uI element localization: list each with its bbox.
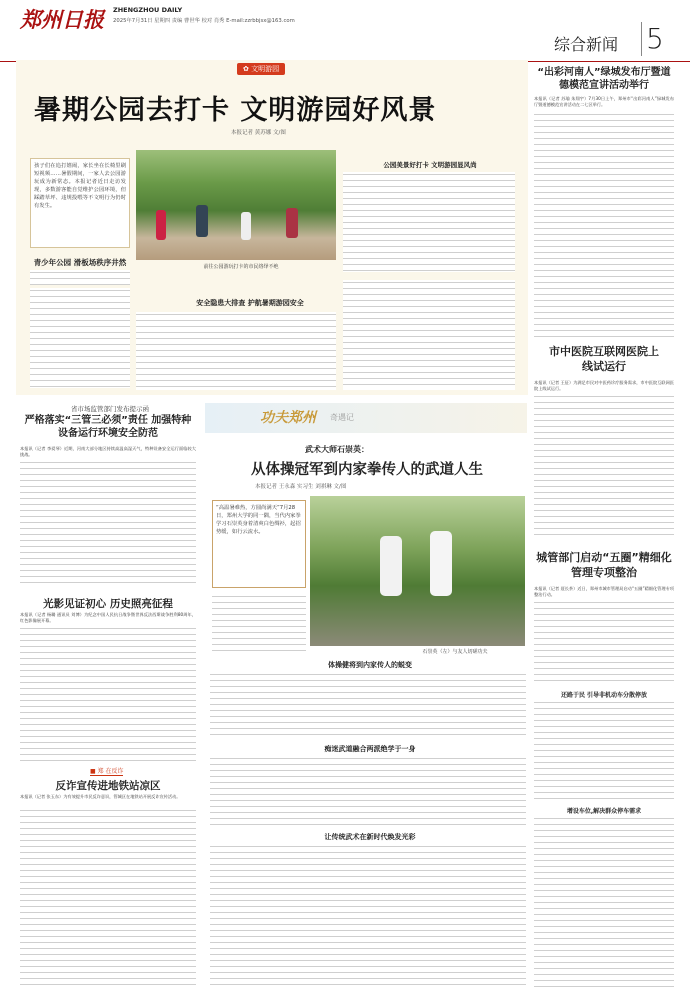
bus-h2: 增设车位,解决群众停车需求 xyxy=(566,808,642,815)
feature-subtitle: 武术大师石崇英： xyxy=(305,445,369,454)
bus-title: 城管部门启动“五圈”精细化管理专项整治 xyxy=(536,551,672,579)
feature-h2: 痴迷武道融合两派绝学于一身 xyxy=(324,745,416,753)
rail-title: 反诈宣传进地铁站凉区 xyxy=(55,780,161,792)
hospital-title: 市中医院互联网医院上线试运行 xyxy=(549,345,659,373)
hospital-body xyxy=(534,394,674,536)
inspection-kicker: 省市场监管部门发布提示函 xyxy=(71,405,149,413)
banner-lower-right xyxy=(343,280,515,390)
feature-kicker: 功夫郑州 xyxy=(260,410,316,426)
banner-lede-text: 孩子们在追打嬉闹，家长坐在长椅里刷短视频……暑假期间，一家人去公园游玩成为新常态。本报记者近日走访发现，多数游客能自觉维护公园环境，但踩踏草坪、违规投喂等不文明行为仍时有发生。 xyxy=(34,163,126,209)
feature-photo xyxy=(310,496,525,646)
paper-name-en: ZHENGZHOU DAILY xyxy=(113,6,183,14)
bus-body-2 xyxy=(534,700,674,800)
feature-body-left xyxy=(212,594,306,654)
page-number: 5 xyxy=(641,22,669,56)
leaf-icon: ✿ xyxy=(243,65,252,73)
feature-h3: 让传统武术在新时代焕发光彩 xyxy=(324,833,416,841)
rail-body xyxy=(20,808,196,988)
banner-body-right xyxy=(343,172,515,272)
banner-byline: 本报记者 黄苏娜 文/图 xyxy=(231,130,286,136)
right-top-title: “出彩河南人”绿城发布厅暨道德模范宣讲活动举行 xyxy=(537,67,671,91)
history-title: 光影见证初心 历史照亮征程 xyxy=(43,598,173,610)
banner-lower-mid xyxy=(136,312,336,390)
right-top-lead: 本报讯（记者 苏瑜 朱翔宇）7月30日上午，郑州市“出彩河南人”绿城发布厅暨道德模范宣讲活动在二七区举行。 xyxy=(534,96,674,108)
rail-lead: 本报讯（记者 张玉东）为有效提升市民反诈意识，管城区在地铁站开展反诈宣传活动。 xyxy=(20,794,181,799)
masthead-date: 2025年7月31日 星期四 责编 曹世华 校对 肖秀 E-mail:zzrbbjsx@163.com xyxy=(113,18,295,24)
bus-body-1 xyxy=(534,600,674,686)
feature-body-2 xyxy=(210,756,526,828)
feature-quote-text: “高温暑难热，方圆尚满天”7月28日，郑州大学的同一隅，当代内家拳学习石崇英身着清爽白色绸衫，起招势缓，如行云流水。 xyxy=(216,505,301,535)
masthead xyxy=(0,0,690,62)
inspection-lead: 本报讯（记者 李爱琴）近期，河南大部分地区持续高温高湿天气，特种设备安全运行面临较大挑战。 xyxy=(20,446,196,458)
feature-kicker2: 奇遇记 xyxy=(330,413,354,422)
history-body xyxy=(20,626,196,762)
bus-body-3 xyxy=(534,816,674,990)
bus-lead: 本报讯（记者 聂长茶）近日，郑州市城市管理局启动“五圈”精细化管理专项整治行动。 xyxy=(534,586,674,598)
banner-photo xyxy=(136,150,336,260)
banner-sub2: 公园美景好打卡 文明游园显风尚 xyxy=(383,161,477,169)
section-title: 综合新闻 xyxy=(554,35,619,54)
banner-photo-caption: 前往公园游玩打卡的市民络绎不绝 xyxy=(203,264,279,270)
feature-photo-caption: 石崇英（左）与友人切磋功夫 xyxy=(422,649,488,655)
banner-sub1: 青少年公园 滑板场秩序井然 xyxy=(33,258,127,267)
feature-byline: 本报记者 王永森 实习生 刘祺琳 文/图 xyxy=(255,484,347,490)
banner-lower-left xyxy=(30,288,130,388)
banner-lede xyxy=(30,158,130,248)
feature-body-3 xyxy=(210,844,526,990)
history-lead: 本报讯（记者 杨璐 通讯员 刘博）为纪念中国人民抗日战争暨世界反法西斯战争胜利80周年，红色影像展开幕。 xyxy=(20,612,196,624)
feature-banner xyxy=(205,403,527,433)
hospital-lead: 本报讯（记者 王征）为满足市民对中医药诊疗服务需求，市中医院互联网医院上线试运行。 xyxy=(534,380,674,392)
feature-body-1 xyxy=(210,672,526,740)
feature-h1: 体操健将到内家传人的蜕变 xyxy=(328,661,412,669)
feature-quote xyxy=(212,500,306,588)
bus-h1: 还路于民 引导非机动车分散停放 xyxy=(560,692,648,699)
feature-title: 从体操冠军到内家拳传人的武道人生 xyxy=(251,462,483,478)
right-top-body xyxy=(534,112,674,338)
banner-tag-text: 文明游园 xyxy=(251,65,280,73)
banner-headline: 暑期公园去打卡 文明游园好风景 xyxy=(34,95,437,126)
inspection-body xyxy=(20,460,196,588)
banner-sub3: 安全隐患大排查 护航暑期游园安全 xyxy=(196,299,304,307)
rail-badge: ■ 郑 在反诈 xyxy=(90,768,124,775)
inspection-title: 严格落实“三管三必须”责任 加强特种设备运行环境安全防范 xyxy=(24,415,192,439)
banner-tag xyxy=(237,63,285,75)
paper-logo: 郑州日报 xyxy=(20,7,104,32)
